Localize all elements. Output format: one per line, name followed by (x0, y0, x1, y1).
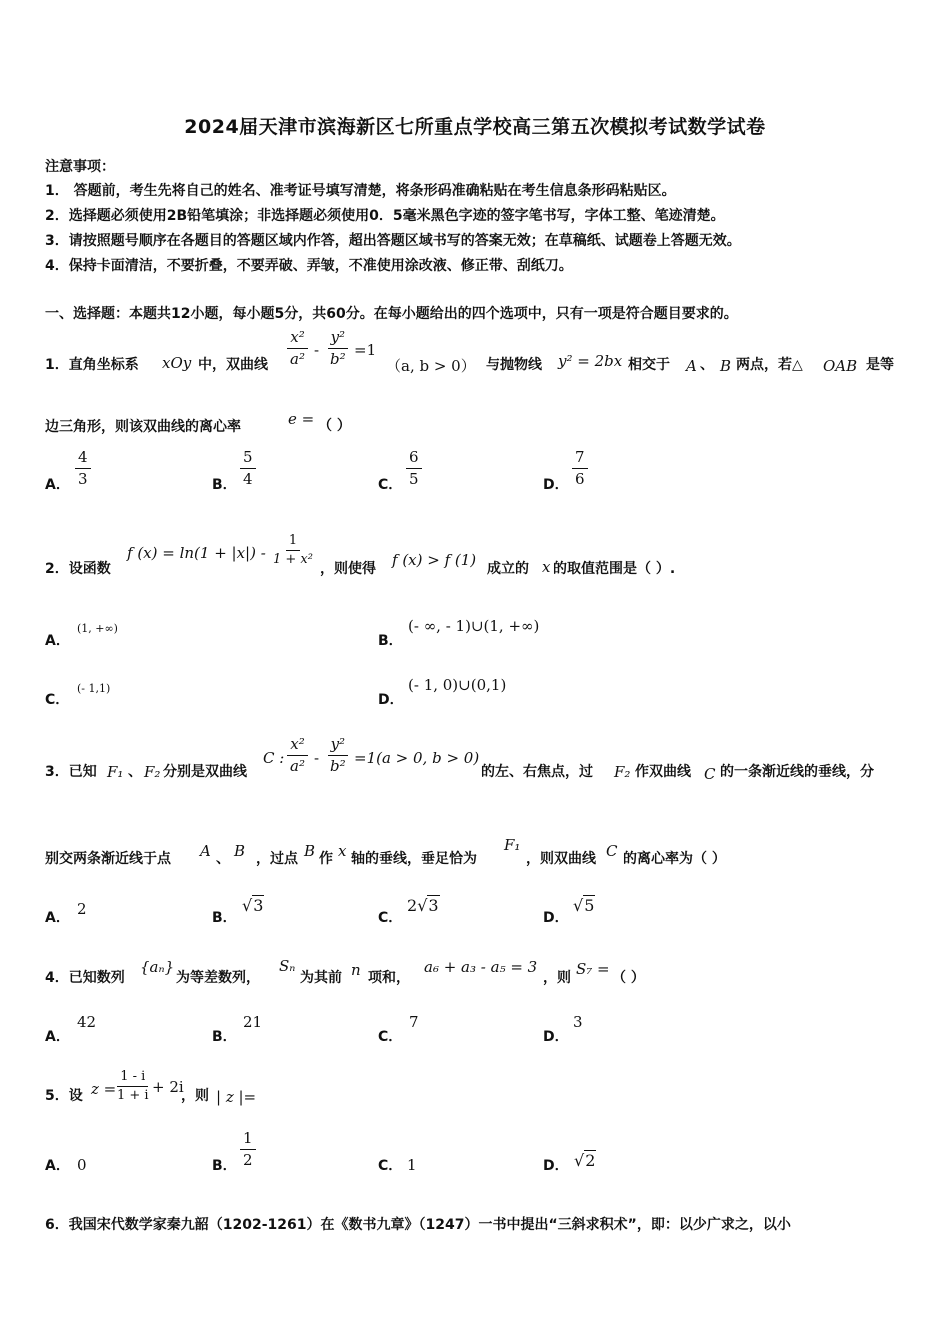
q3-minus: - (314, 749, 320, 767)
q2-option-c-value[interactable]: (- 1,1) (77, 682, 111, 695)
q5-option-c-value[interactable]: 1 (407, 1156, 417, 1174)
q5-text: 5．设 (45, 1088, 83, 1104)
q2-option-a-value[interactable]: (1, +∞) (77, 622, 118, 635)
q1-option-c-label[interactable]: C． (378, 477, 403, 493)
q1-text: 1．直角坐标系 (45, 357, 139, 373)
q3-f1: F₁ (107, 763, 124, 781)
q2-text: 2．设函数 (45, 561, 111, 577)
q4-option-c-value[interactable]: 7 (409, 1013, 419, 1031)
q2-option-b-label[interactable]: B． (378, 633, 403, 649)
q1-point-a: A (686, 357, 697, 375)
q3-f2: F₂ (144, 763, 161, 781)
q2-option-d-label[interactable]: D． (378, 692, 404, 708)
notice-item: 1． 答题前，考生先将自己的姓名、准考证号填写清楚，将条形码准确粘贴在考生信息条形码粘贴区。 (45, 183, 676, 199)
q4-s7: S₇ = (576, 960, 610, 978)
q3-fraction-y: $\frac{\text{y²}}{\text{b²}}$ (327, 735, 349, 776)
q4-expression: a₆ + a₃ - a₅ = 3 (424, 958, 538, 976)
q3-option-d-label[interactable]: D． (543, 910, 569, 926)
q3-f1b: F₁ (504, 836, 521, 854)
q4-option-d-label[interactable]: D． (543, 1029, 569, 1045)
q2-function: f (x) = ln(1 + |x|) - (127, 544, 266, 562)
q3-option-c-label[interactable]: C． (378, 910, 403, 926)
q3-option-d-value[interactable]: √5 (573, 896, 595, 915)
q5-option-b-value[interactable]: $\frac{1}{2}$ (240, 1129, 256, 1170)
q5-option-d-label[interactable]: D． (543, 1158, 569, 1174)
q4-text: ，则 (543, 970, 571, 986)
q3-curve-c: C : (263, 749, 285, 767)
q4-option-a-value[interactable]: 42 (77, 1013, 97, 1031)
q3-sep: 、 (128, 764, 142, 780)
q5-option-a-value[interactable]: 0 (77, 1156, 87, 1174)
q4-text: 项和， (368, 970, 410, 986)
q2-option-b-value[interactable]: (- ∞, - 1)∪(1, +∞) (408, 617, 540, 635)
q5-text: ，则 (181, 1088, 209, 1104)
q4-sn: Sₙ (279, 957, 296, 975)
q1-option-b-value[interactable]: $\frac{5}{4}$ (240, 448, 256, 489)
q4-text: 为其前 (300, 970, 342, 986)
q5-option-b-label[interactable]: B． (212, 1158, 237, 1174)
page-title: 2024届天津市滨海新区七所重点学校高三第五次模拟考试数学试卷 (184, 116, 766, 138)
q4-n: n (351, 961, 361, 979)
q1-option-b-label[interactable]: B． (212, 477, 237, 493)
q3-text: ，则双曲线 (526, 851, 596, 867)
q3-xaxis: x (338, 842, 347, 860)
q3-option-b-label[interactable]: B． (212, 910, 237, 926)
q3-text: 作 (319, 851, 333, 867)
q2-x: x (542, 558, 551, 576)
q1-text: 是等 (866, 357, 894, 373)
q3-condition: =1(a > 0, b > 0) (354, 749, 480, 767)
q3-f2b: F₂ (614, 763, 631, 781)
q6-text: 6．我国宋代数学家秦九韶（1202-1261）在《数书九章》（1247）一书中提出“三斜求积术”，即：以少广求之，以小 (45, 1217, 791, 1233)
q2-inequality: f (x) > f (1) (392, 551, 477, 569)
q1-text: 中，双曲线 (198, 357, 268, 373)
q3-text: ，过点 (256, 851, 298, 867)
q1-option-a-value[interactable]: $\frac{4}{3}$ (75, 448, 91, 489)
q1-text: 与抛物线 (486, 357, 542, 373)
q4-sequence: {aₙ} (140, 958, 175, 976)
q1-parabola: y² = 2bx (558, 352, 623, 370)
q3-option-a-value[interactable]: 2 (77, 900, 87, 918)
q2-text: ，则使得 (320, 561, 376, 577)
q3-fraction-x: $\frac{\text{x²}}{\text{a²}}$ (287, 735, 308, 776)
q3-cb: C (704, 765, 716, 783)
q3-text: 的左、右焦点，过 (481, 764, 593, 780)
notice-item: 3．请按照题号顺序在各题目的答题区域内作答，超出答题区域书写的答案无效；在草稿纸、试题卷上答题无效。 (45, 233, 741, 249)
q5-z: z = (91, 1080, 117, 1098)
q1-math-xoy: xOy (162, 354, 192, 372)
q1-minus: - (314, 341, 320, 359)
q4-option-d-value[interactable]: 3 (573, 1013, 583, 1031)
q1-point-b: B (720, 357, 732, 375)
q3-text: 分别是双曲线 (163, 764, 247, 780)
q3-a: A (200, 842, 211, 860)
q5-abs: | z |= (216, 1088, 257, 1106)
q1-text: 相交于 (628, 357, 670, 373)
q3-b: B (234, 842, 246, 860)
notice-heading: 注意事项： (45, 159, 115, 175)
q1-e: e = (288, 410, 315, 428)
q1-fraction-x: $\frac{\text{x²}}{\text{a²}}$ (287, 328, 308, 369)
q3-text: 的一条渐近线的垂线，分 (720, 764, 874, 780)
q3-b2: B (304, 842, 316, 860)
notice-item: 4．保持卡面清洁，不要折叠，不要弄破、弄皱，不准使用涂改液、修正带、刮纸刀。 (45, 258, 573, 274)
q4-text: 为等差数列， (176, 970, 260, 986)
section-heading: 一、选择题：本题共12小题，每小题5分，共60分。在每小题给出的四个选项中，只有一项是符合题目要求的。 (45, 306, 738, 322)
q1-text-line2: 边三角形，则该双曲线的离心率 (45, 419, 241, 435)
q3-text: 作双曲线 (635, 764, 691, 780)
q2-text: 成立的 (487, 561, 529, 577)
q2-fraction: $\frac{1}{\text{1 + x²}}$ (273, 533, 313, 568)
q3-option-a-label[interactable]: A． (45, 910, 70, 926)
q1-condition: （a, b > 0） (386, 357, 476, 375)
q3-text: 的离心率为（ ） (623, 851, 726, 867)
q4-text: 4．已知数列 (45, 970, 125, 986)
q2-option-d-value[interactable]: (- 1, 0)∪(0,1) (408, 676, 507, 694)
q3-c2: C (606, 842, 618, 860)
q4-option-a-label[interactable]: A． (45, 1029, 70, 1045)
q2-text: 的取值范围是（ ）. (553, 561, 676, 577)
q3-text-line2: 别交两条渐近线于点 (45, 851, 171, 867)
q3-text: 轴的垂线，垂足恰为 (351, 851, 477, 867)
notice-item: 2．选择题必须使用2B铅笔填涂；非选择题必须使用0．5毫米黑色字迹的签字笔书写，字体工整、笔迹清楚。 (45, 208, 725, 224)
q4-option-b-label[interactable]: B． (212, 1029, 237, 1045)
q3-option-c-value[interactable]: 2√3 (407, 896, 439, 915)
q2-option-c-label[interactable]: C． (45, 692, 70, 708)
q3-option-b-value[interactable]: √3 (242, 896, 264, 915)
q1-text: 两点，若△ (736, 357, 803, 373)
q3-text: 3．已知 (45, 764, 97, 780)
q5-option-d-value[interactable]: √2 (574, 1151, 596, 1170)
q5-option-c-label[interactable]: C． (378, 1158, 403, 1174)
q3-sep: 、 (216, 851, 230, 867)
q1-option-c-value[interactable]: $\frac{6}{5}$ (406, 448, 422, 489)
q2-option-a-label[interactable]: A． (45, 633, 70, 649)
q4-option-c-label[interactable]: C． (378, 1029, 403, 1045)
q1-triangle: OAB (823, 357, 858, 375)
q1-paren: （ ） (318, 418, 351, 434)
q5-plus: + 2i (152, 1078, 184, 1096)
q4-paren: （ ） (612, 970, 645, 986)
q1-option-d-value[interactable]: $\frac{7}{6}$ (572, 448, 588, 489)
q5-fraction: $\frac{1 - i}{1 + i}$ (117, 1069, 149, 1104)
q1-option-d-label[interactable]: D． (543, 477, 569, 493)
q1-eq: =1 (354, 341, 377, 359)
q1-sep: 、 (700, 357, 714, 373)
q5-option-a-label[interactable]: A． (45, 1158, 70, 1174)
q4-option-b-value[interactable]: 21 (243, 1013, 263, 1031)
q1-fraction-y: $\frac{\text{y²}}{\text{b²}}$ (327, 328, 349, 369)
q1-option-a-label[interactable]: A． (45, 477, 70, 493)
